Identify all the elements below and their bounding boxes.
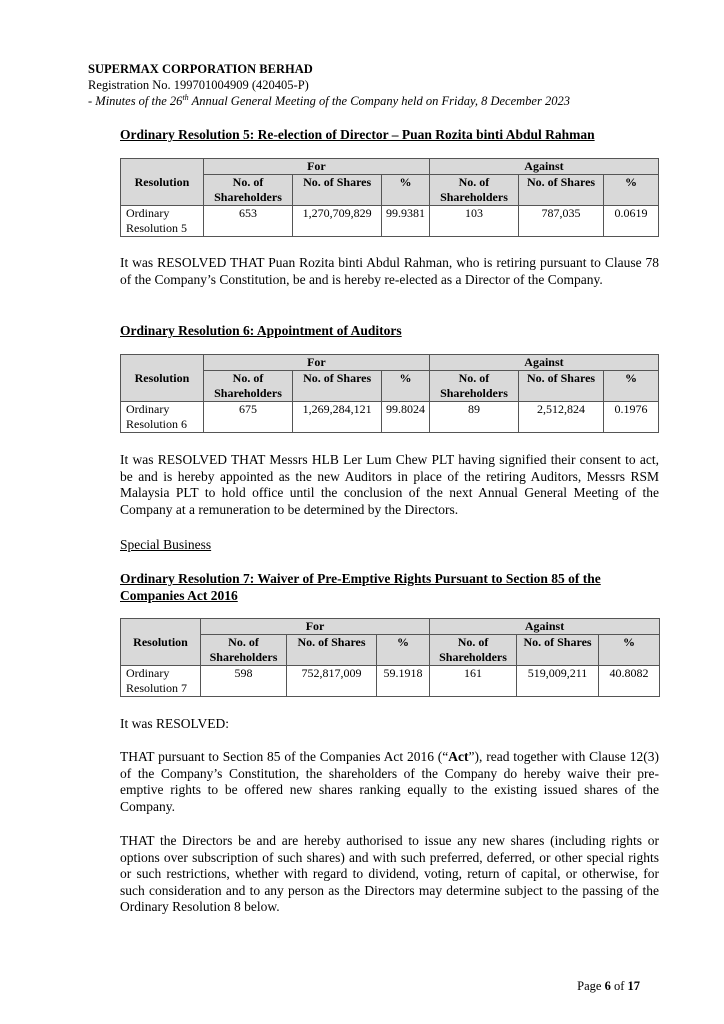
cell-against-shares: 787,035 — [519, 206, 604, 237]
row-label: Ordinary Resolution 7 — [121, 666, 201, 697]
cell-against-shareholders: 89 — [429, 402, 518, 433]
header-against-shares: No. of Shares — [519, 371, 604, 402]
header-for-shareholders: No. of Shareholders — [201, 635, 287, 666]
header-for-shares: No. of Shares — [287, 635, 377, 666]
header-against-pct: % — [604, 371, 659, 402]
resolution-7-table — [120, 618, 660, 697]
table-row — [121, 206, 659, 237]
resolved-text: It was RESOLVED: — [120, 716, 230, 731]
header-against-shares: No. of Shares — [517, 635, 599, 666]
header-resolution: Resolution — [121, 159, 204, 206]
header-resolution: Resolution — [121, 619, 201, 666]
cell-against-pct: 0.1976 — [604, 402, 659, 433]
header-against-pct: % — [599, 635, 660, 666]
cell-for-shareholders: 675 — [203, 402, 292, 433]
minutes-subtitle: - Minutes of the 26th Annual General Meeting of the Company held on Friday, 8 December 2023 — [88, 92, 570, 108]
header-for: For — [203, 355, 429, 371]
header-for-pct: % — [377, 635, 430, 666]
company-name: SUPERMAX CORPORATION BERHAD — [88, 62, 313, 76]
header-against-shareholders: No. of Shareholders — [429, 175, 518, 206]
header-against-shares: No. of Shares — [519, 175, 604, 206]
resolution-5-heading: Ordinary Resolution 5: Re-election of Director – Puan Rozita binti Abdul Rahman — [120, 127, 595, 142]
resolution-7-heading: Ordinary Resolution 7: Waiver of Pre-Emptive Rights Pursuant to Section 85 of the Companies Act 2016 — [120, 571, 601, 603]
header-against-shareholders: No. of Shareholders — [430, 635, 517, 666]
resolution-6-table — [120, 354, 659, 433]
registration-number: Registration No. 199701004909 (420405-P) — [88, 78, 309, 92]
cell-against-shareholders: 103 — [429, 206, 518, 237]
cell-against-shares: 519,009,211 — [517, 666, 599, 697]
header-for-shares: No. of Shares — [293, 371, 382, 402]
cell-for-shares: 1,269,284,121 — [293, 402, 382, 433]
header-for-shareholders: No. of Shareholders — [203, 175, 292, 206]
header-for-pct: % — [382, 371, 430, 402]
cell-against-shares: 2,512,824 — [519, 402, 604, 433]
header-for-shares: No. of Shares — [293, 175, 382, 206]
table-row — [121, 666, 660, 697]
header-against-pct: % — [604, 175, 659, 206]
cell-for-shares: 752,817,009 — [287, 666, 377, 697]
header-for-pct: % — [382, 175, 430, 206]
resolution-6-heading: Ordinary Resolution 6: Appointment of Auditors — [120, 323, 402, 338]
cell-against-pct: 40.8082 — [599, 666, 660, 697]
cell-against-shareholders: 161 — [430, 666, 517, 697]
header-against-shareholders: No. of Shareholders — [429, 371, 518, 402]
cell-for-shares: 1,270,709,829 — [293, 206, 382, 237]
row-label: Ordinary Resolution 6 — [121, 402, 204, 433]
resolution-7-paragraph-2: THAT the Directors be and are hereby authorised to issue any new shares (including rights or options over subscription of such shares) and with such preferred, deferred, or other special rights or such restrictions, whether with regard to dividend, voting, return of capital, or otherwise, for such consideration and to any person as the Directors may determine subject to the passing of the Ordinary Resolution 8 below. — [120, 833, 659, 915]
special-business-heading: Special Business — [120, 537, 212, 552]
table-row — [121, 402, 659, 433]
cell-for-pct: 59.1918 — [377, 666, 430, 697]
cell-for-pct: 99.8024 — [382, 402, 430, 433]
row-label: Ordinary Resolution 5 — [121, 206, 204, 237]
resolution-5-text: It was RESOLVED THAT Puan Rozita binti Abdul Rahman, who is retiring pursuant to Clause 78 of the Company’s Constitution, be and is hereby re-elected as a Director of the Company. — [120, 255, 659, 287]
header-resolution: Resolution — [121, 355, 204, 402]
header-for-shareholders: No. of Shareholders — [203, 371, 292, 402]
header-for: For — [201, 619, 430, 635]
resolution-7-paragraph-1: THAT pursuant to Section 85 of the Companies Act 2016 (“Act”), read together with Clause 12(3) of the Company’s Constitution, the shareholders of the Company do hereby waive their pre-emptive rights to be offered new shares ranking equally to the existing issued shares of the Company. — [120, 749, 659, 814]
cell-for-pct: 99.9381 — [382, 206, 430, 237]
cell-for-shareholders: 653 — [203, 206, 292, 237]
page-number: Page 6 of 17 — [577, 979, 640, 993]
header-against: Against — [429, 355, 658, 371]
header-for: For — [203, 159, 429, 175]
header-against: Against — [429, 159, 658, 175]
header-against: Against — [430, 619, 660, 635]
cell-against-pct: 0.0619 — [604, 206, 659, 237]
resolution-5-table — [120, 158, 659, 237]
cell-for-shareholders: 598 — [201, 666, 287, 697]
resolution-6-text: It was RESOLVED THAT Messrs HLB Ler Lum Chew PLT having signified their consent to act, be and is hereby appointed as the new Auditors in place of the retiring Auditors, Messrs RSM Malaysia PLT to hold office until the conclusion of the next Annual General Meeting of the Company at a remuneration to be determined by the Directors. — [120, 452, 659, 517]
